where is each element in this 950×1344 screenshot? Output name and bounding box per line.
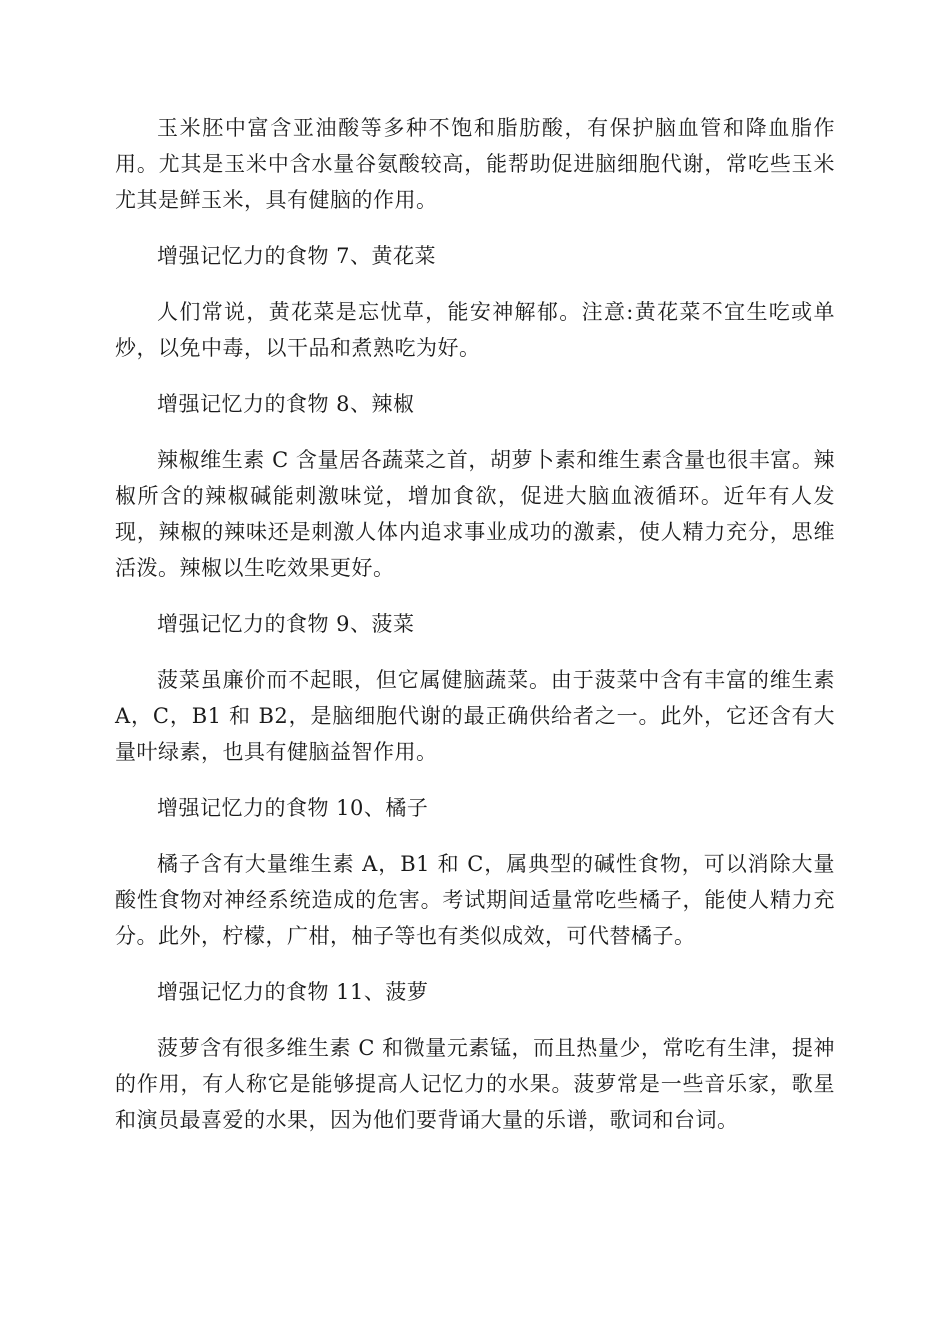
heading-food-8: 增强记忆力的食物 8、辣椒 [157,392,415,416]
heading-food-7: 增强记忆力的食物 7、黄花菜 [157,244,437,268]
paragraph-daylily: 人们常说，黄花菜是忘忧草，能安神解郁。注意:黄花菜不宜生吃或单炒，以免中毒，以干品和煮熟吃为好。 [115,300,835,360]
paragraph-corn: 玉米胚中富含亚油酸等多种不饱和脂肪酸，有保护脑血管和降血脂作用。尤其是玉米中含水量谷氨酸较高，能帮助促进脑细胞代谢，常吃些玉米尤其是鲜玉米，具有健脑的作用。 [115,116,835,212]
paragraph-orange: 橘子含有大量维生素 A，B1 和 C，属典型的碱性食物，可以消除大量酸性食物对神经系统造成的危害。考试期间适量常吃些橘子，能使人精力充分。此外，柠檬，广柑，柚子等也有类似成效，可代替橘子。 [115,852,835,948]
paragraph-pineapple: 菠萝含有很多维生素 C 和微量元素锰，而且热量少，常吃有生津，提神的作用，有人称它是能够提高人记忆力的水果。菠萝常是一些音乐家，歌星和演员最喜爱的水果，因为他们要背诵大量的乐谱，歌词和台词。 [115,1036,835,1132]
heading-food-10: 增强记忆力的食物 10、橘子 [157,796,429,820]
document-page [115,110,835,1158]
heading-food-11: 增强记忆力的食物 11、菠萝 [157,980,429,1004]
paragraph-chili: 辣椒维生素 C 含量居各蔬菜之首，胡萝卜素和维生素含量也很丰富。辣椒所含的辣椒碱能刺激味觉，增加食欲，促进大脑血液循环。近年有人发现，辣椒的辣味还是刺激人体内追求事业成功的激素，使人精力充分，思维活泼。辣椒以生吃效果更好。 [115,448,835,580]
heading-food-9: 增强记忆力的食物 9、菠菜 [157,612,415,636]
paragraph-spinach: 菠菜虽廉价而不起眼，但它属健脑蔬菜。由于菠菜中含有丰富的维生素 A，C，B1 和 B2，是脑细胞代谢的最正确供给者之一。此外，它还含有大量叶绿素，也具有健脑益智作用。 [115,668,835,764]
